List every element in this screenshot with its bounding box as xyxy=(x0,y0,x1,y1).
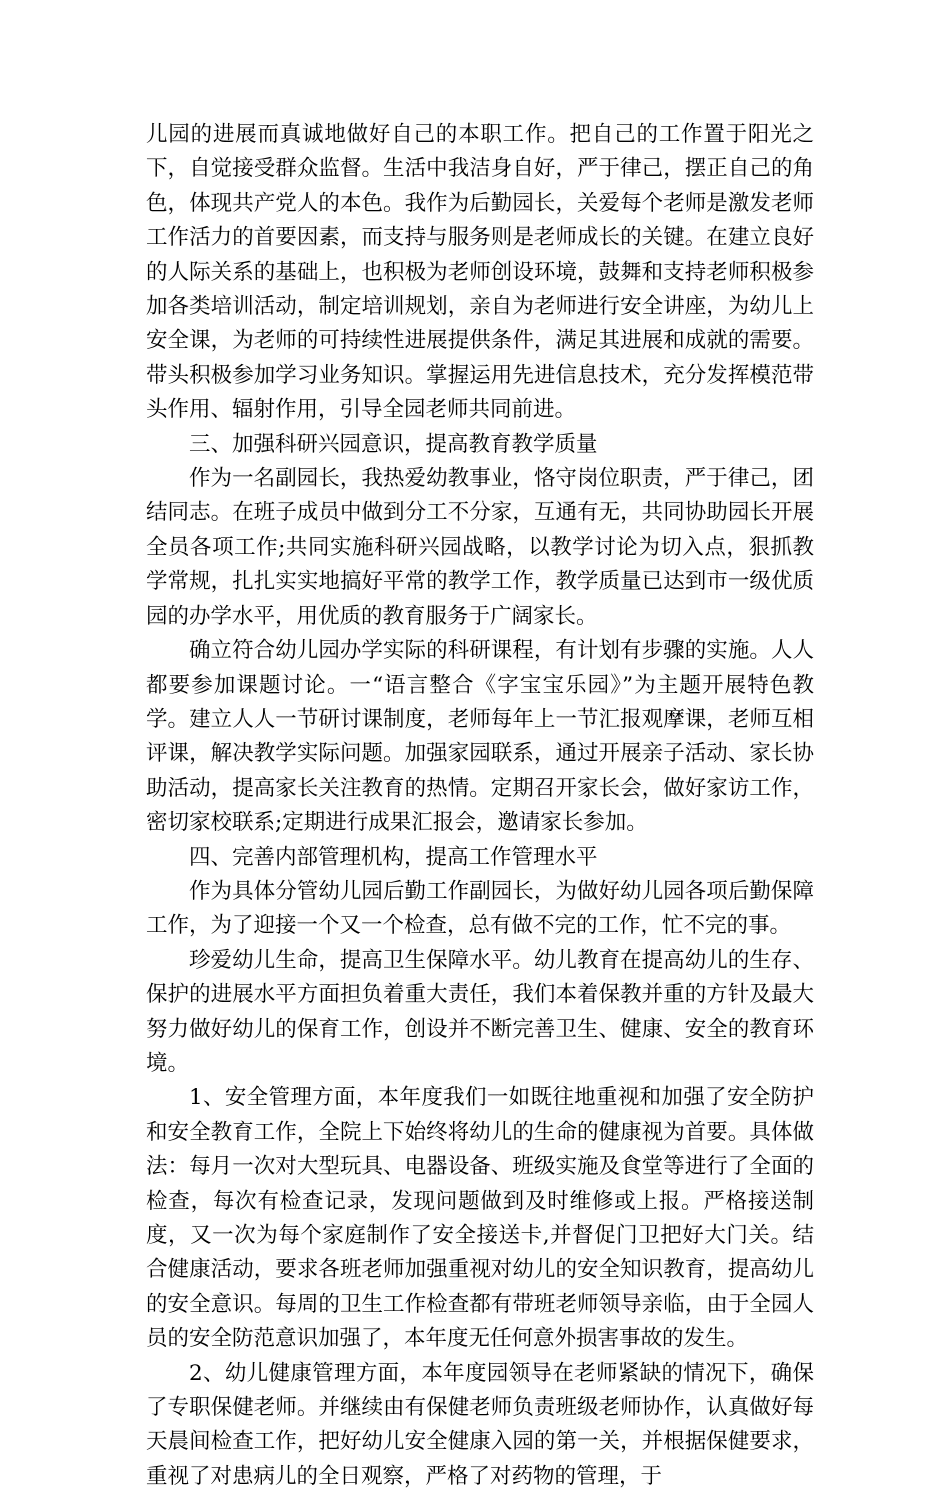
paragraph-3: 确立符合幼儿园办学实际的科研课程，有计划有步骤的实施。人人都要参加课题讨论。一“语言整合《字宝宝乐园》”为主题开展特色教学。建立人人一节研讨课制度，老师每年上一节汇报观摩课，老师互相评课，解决教学实际问题。加强家园联系，通过开展亲子活动、家长协助活动，提高家长关注教育的热情。定期召开家长会，做好家访工作，密切家校联系;定期进行成果汇报会，邀请家长参加。 xyxy=(146,638,814,836)
paragraph-4: 作为具体分管幼儿园后勤工作副园长，为做好幼儿园各项后勤保障工作，为了迎接一个又一个检查，总有做不完的工作，忙不完的事。 xyxy=(146,878,814,939)
paragraph-7: 2、幼儿健康管理方面，本年度园领导在老师紧缺的情况下，确保了专职保健老师。并继续由有保健老师负责班级老师协作，认真做好每天晨间检查工作，把好幼儿安全健康入园的第一关，并根据保健要求，重视了对患病儿的全日观察，严格了对药物的管理，于 xyxy=(146,1360,814,1489)
paragraph-1: 儿园的进展而真诚地做好自己的本职工作。把自己的工作置于阳光之下，自觉接受群众监督。生活中我洁身自好，严于律己，摆正自己的角色，体现共产党人的本色。我作为后勤园长，关爱每个老师是激发老师工作活力的首要因素，而支持与服务则是老师成长的关键。在建立良好的人际关系的基础上，也积极为老师创设环境，鼓舞和支持老师积极参加各类培训活动，制定培训规划，亲自为老师进行安全讲座，为幼儿上安全课，为老师的可持续性进展提供条件，满足其进展和成就的需要。带头积极参加学习业务知识。掌握运用先进信息技术，充分发挥模范带头作用、辐射作用，引导全园老师共同前进。 xyxy=(146,122,814,423)
section-heading-3: 三、加强科研兴园意识，提高教育教学质量 xyxy=(189,431,598,457)
paragraph-2: 作为一名副园长，我热爱幼教事业，恪守岗位职责，严于律己，团结同志。在班子成员中做到分工不分家，互通有无，共同协助园长开展全员各项工作;共同实施科研兴园战略，以教学讨论为切入点，狠抓教学常规，扎扎实实地搞好平常的教学工作，教学质量已达到市一级优质园的办学水平，用优质的教育服务于广阔家长。 xyxy=(146,466,814,629)
document-page xyxy=(146,118,814,1494)
paragraph-6: 1、安全管理方面，本年度我们一如既往地重视和加强了安全防护和安全教育工作，全院上下始终将幼儿的生命的健康视为首要。具体做法：每月一次对大型玩具、电器设备、班级实施及食堂等进行了全面的检查，每次有检查记录，发现问题做到及时维修或上报。严格接送制度，又一次为每个家庭制作了安全接送卡,并督促门卫把好大门关。结合健康活动，要求各班老师加强重视对幼儿的安全知识教育，提高幼儿的安全意识。每周的卫生工作检查都有带班老师领导亲临，由于全园人员的安全防范意识加强了，本年度无任何意外损害事故的发生。 xyxy=(146,1085,814,1352)
section-heading-4: 四、完善内部管理机构，提高工作管理水平 xyxy=(189,844,598,870)
paragraph-5: 珍爱幼儿生命，提高卫生保障水平。幼儿教育在提高幼儿的生存、保护的进展水平方面担负着重大责任，我们本着保教并重的方针及最大努力做好幼儿的保育工作，创设并不断完善卫生、健康、安全的教育环境。 xyxy=(146,947,814,1076)
